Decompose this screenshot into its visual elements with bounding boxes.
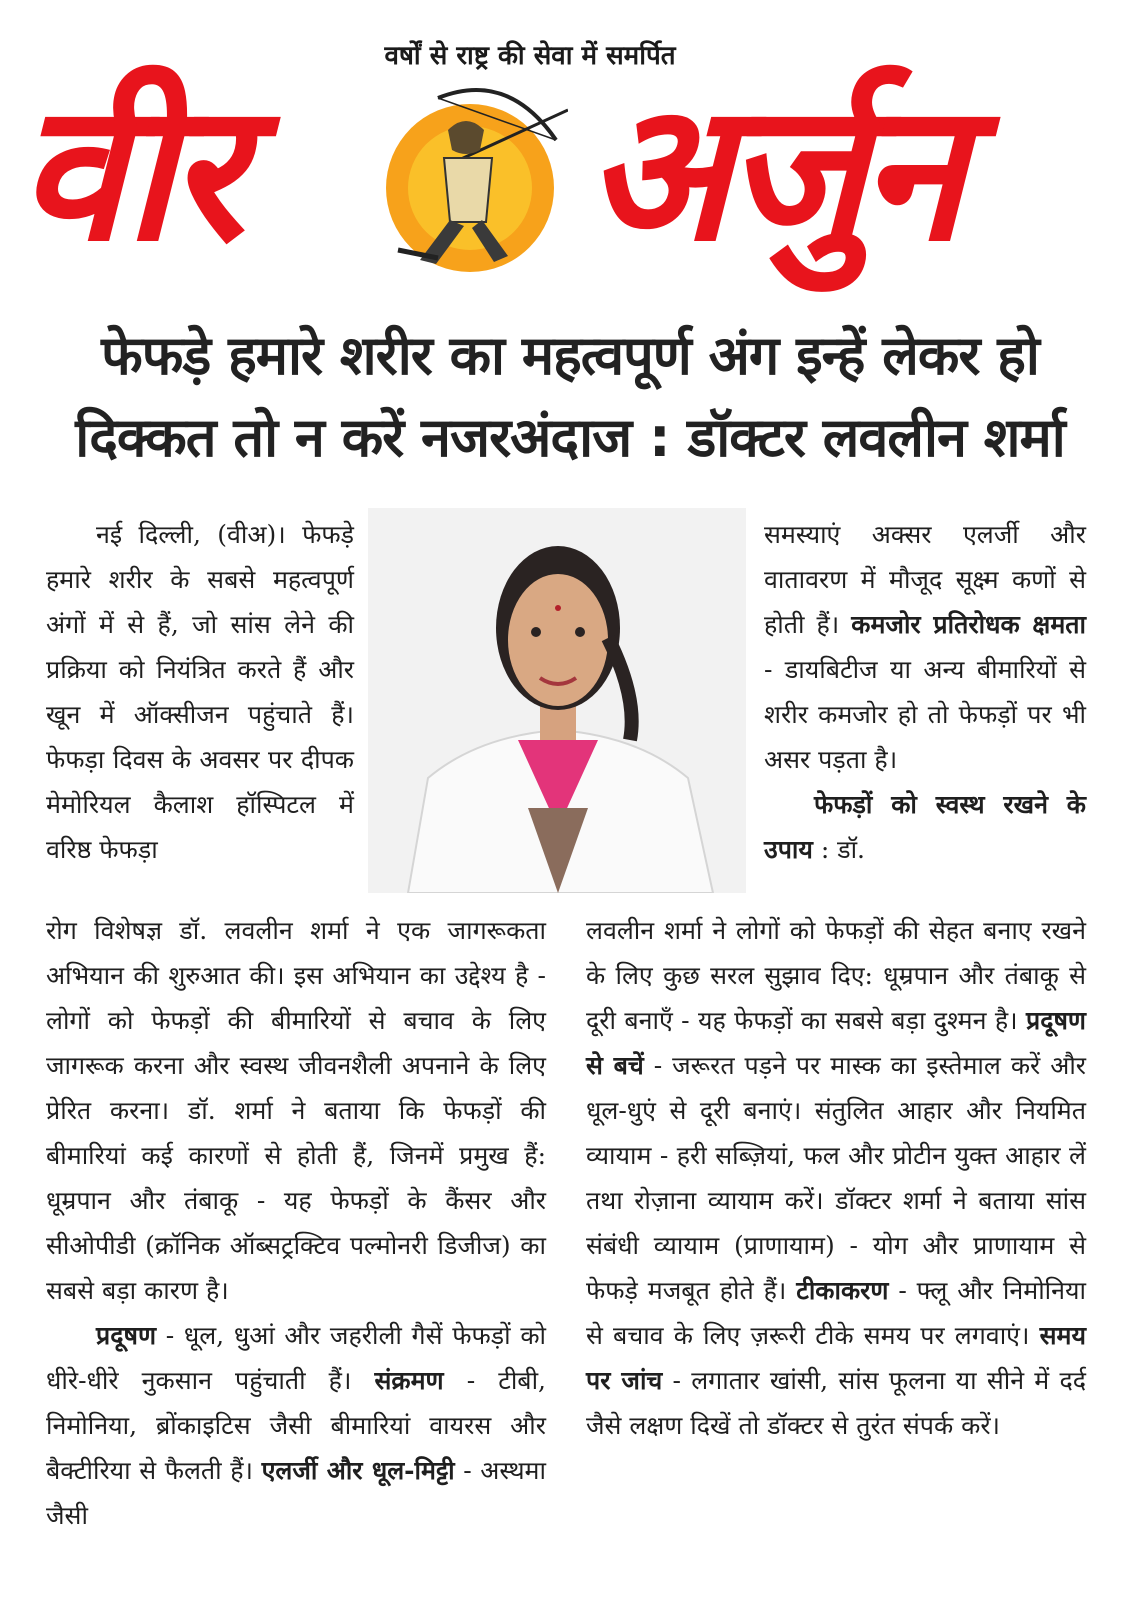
article-column-right-bottom: [586, 908, 1086, 1448]
archer-emblem-icon: [378, 70, 568, 280]
masthead-tagline: वर्षों से राष्ट्र की सेवा में समर्पित: [384, 41, 676, 71]
article-column-left-top: [46, 512, 354, 872]
doctor-photo: [368, 508, 746, 893]
masthead-name-right: अर्जुन: [585, 62, 959, 283]
subhead-weak-immunity: कमजोर प्रतिरोधक क्षमता: [851, 610, 1087, 639]
subhead-vaccination: टीकाकरण: [796, 1276, 889, 1305]
subhead-timely-checkup: समय पर जांच: [586, 1321, 1086, 1395]
article-paragraph-right-top: समस्याएं अक्सर एलर्जी और वातावरण में मौजूद सूक्ष्म कणों से होती हैं। कमजोर प्रतिरोधक क्षमता - डायबिटीज या अन्य बीमारियों से शरीर कमजोर हो तो फेफड़ों पर भी असर पड़ता है।: [764, 520, 1087, 774]
masthead: [0, 0, 1133, 310]
subhead-pollution: प्रदूषण: [96, 1321, 157, 1350]
subhead-infection: संक्रमण: [374, 1366, 444, 1395]
article-column-left-bottom: [46, 908, 546, 1538]
article-paragraph: नई दिल्ली, (वीअ)। फेफड़े हमारे शरीर के सबसे महत्वपूर्ण अंगों में से हैं, जो सांस लेने की प्रक्रिया को नियंत्रित करते हैं और खून में ऑक्सीजन पहुंचाते हैं। फेफड़ा दिवस के अवसर पर दीपक मेमोरियल कैलाश हॉस्पिटल में वरिष्ठ फेफड़ा: [46, 520, 354, 864]
headline-line-1: फेफड़े हमारे शरीर का महत्वपूर्ण अंग इन्हें लेकर हो: [101, 324, 1039, 387]
article-paragraph-advice: लवलीन शर्मा ने लोगों को फेफड़ों की सेहत बनाए रखने के लिए कुछ सरल सुझाव दिए: धूम्रपान और तंबाकू से दूरी बनाएँ - यह फेफड़ों का सबसे बड़ा दुश्मन है। प्रदूषण से बचें - जरूरत पड़ने पर मास्क का इस्तेमाल करें और धूल-धुएं से दूरी बनाएं। संतुलित आहार और नियमित व्यायाम - हरी सब्ज़ियां, फल और प्रोटीन युक्त आहार लें तथा रोज़ाना व्यायाम करें। डॉक्टर शर्मा ने बताया सांस संबंधी व्यायाम (प्राणायाम) - योग और प्राणायाम से फेफड़े मजबूत होते हैं। टीकाकरण - फ्लू और निमोनिया से बचाव के लिए ज़रूरी टीके समय पर लगवाएं। समय पर जांच - लगातार खांसी, सांस फूलना या सीने में दर्द जैसे लक्षण दिखें तो डॉक्टर से तुरंत संपर्क करें।: [586, 916, 1087, 1440]
subhead-remedies: फेफड़ों को स्वस्थ रखने के उपाय: [764, 790, 1086, 864]
article-headline: [40, 315, 1100, 479]
article-paragraph: रोग विशेषज्ञ डॉ. लवलीन शर्मा ने एक जागरूकता अभियान की शुरुआत की। इस अभियान का उद्देश्य है - लोगों को फेफड़ों की बीमारियों से बचाव के लिए जागरूक करना और स्वस्थ जीवनशैली अपनाने के लिए प्रेरित करना। डॉ. शर्मा ने बताया कि फेफड़ों की बीमारियां कई कारणों से होती हैं, जिनमें प्रमुख हैं: धूम्रपान और तंबाकू - यह फेफड़ों के कैंसर और सीओपीडी (क्रॉनिक ऑब्सट्रक्टिव पल्मोनरी डिजीज) का सबसे बड़ा कारण है।: [46, 916, 546, 1305]
subhead-allergy: एलर्जी और धूल-मिट्टी: [261, 1456, 455, 1485]
article-paragraph-remedies: फेफड़ों को स्वस्थ रखने के उपाय : डॉ.: [764, 790, 1086, 864]
article-paragraph-causes: प्रदूषण - धूल, धुआं और जहरीली गैसें फेफड़ों को धीरे-धीरे नुकसान पहुंचाती हैं। संक्रमण - टीबी, निमोनिया, ब्रोंकाइटिस जैसी बीमारियां वायरस और बैक्टीरिया से फैलती हैं। एलर्जी और धूल-मिट्टी - अस्थमा जैसी: [46, 1321, 546, 1530]
article-column-right-top: [764, 512, 1086, 872]
subhead-avoid-pollution: प्रदूषण से बचें: [586, 1006, 1086, 1080]
masthead-name-left: वीर: [18, 62, 239, 283]
headline-line-2: दिक्कत तो न करें नजरअंदाज : डॉक्टर लवलीन शर्मा: [75, 406, 1065, 469]
